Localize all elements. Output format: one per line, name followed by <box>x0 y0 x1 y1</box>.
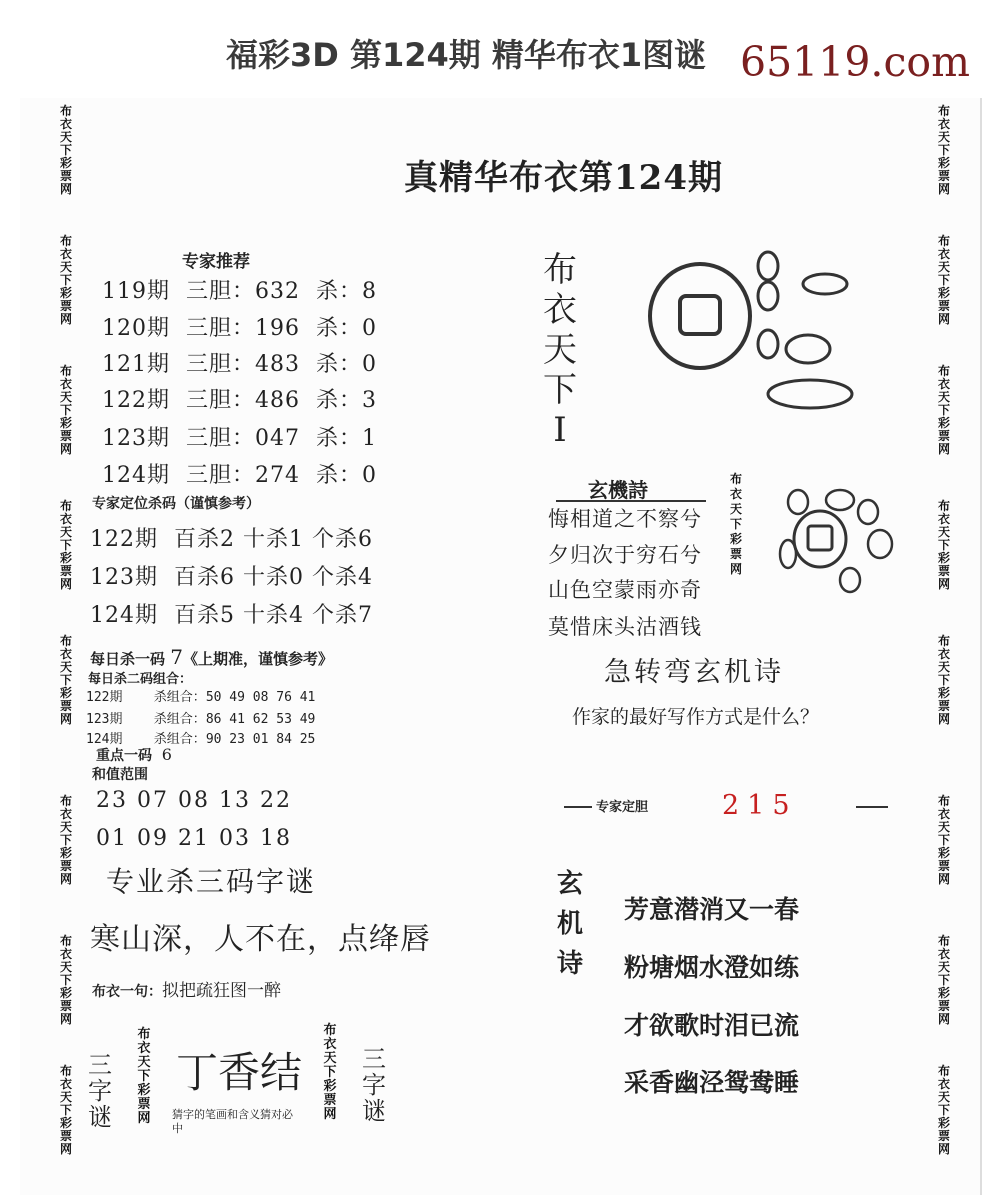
expert-row: 122期 三胆：486 杀：3 <box>102 388 378 413</box>
side-stamp: 布衣天下彩票网 <box>59 234 72 326</box>
dingdan-label: 专家定胆 <box>596 800 649 815</box>
sum-range-row: 23 07 08 13 22 <box>96 788 292 813</box>
sum-range-row: 01 09 21 03 18 <box>96 826 292 851</box>
xuanji-vertical: 玄机诗 <box>556 869 583 979</box>
side-stamp: 布衣天下彩票网 <box>937 499 950 591</box>
side-stamp: 布衣天下彩票网 <box>937 234 950 326</box>
key-digit: 重点一码 6 <box>96 745 172 764</box>
divider <box>564 806 592 808</box>
side-stamp: 布衣天下彩票网 <box>137 1027 151 1126</box>
sum-range-label: 和值范围 <box>92 767 148 783</box>
site-name[interactable]: 65119.com <box>740 38 970 86</box>
side-stamp: 布衣天下彩票网 <box>937 634 950 726</box>
side-stamp: 布衣天下彩票网 <box>59 794 72 886</box>
side-stamp: 布衣天下彩票网 <box>59 934 72 1026</box>
position-kill-row: 122期 百杀2 十杀1 个杀6 <box>90 527 373 552</box>
dingdan-value: 215 <box>722 790 798 821</box>
circle-drawing-icon <box>640 244 870 424</box>
side-stamp: 布衣天下彩票网 <box>59 499 72 591</box>
divider <box>856 806 888 808</box>
side-stamp: 布衣天下彩票网 <box>59 634 72 726</box>
side-stamp: 布衣天下彩票网 <box>937 1064 950 1156</box>
side-stamp: 布衣天下彩票网 <box>937 934 950 1026</box>
side-stamp: 布衣天下彩票网 <box>937 794 950 886</box>
expert-heading: 专家推荐 <box>182 252 250 272</box>
header-title: 福彩3D 第124期 精华布衣1图谜 <box>226 36 707 74</box>
side-stamp: 布衣天下彩票网 <box>729 472 742 576</box>
position-kill-row: 124期 百杀5 十杀4 个杀7 <box>90 603 373 628</box>
brain-teaser-question: 作家的最好写作方式是什么？ <box>572 706 820 728</box>
position-kill-row: 123期 百杀6 十杀0 个杀4 <box>90 565 373 590</box>
expert-row: 124期 三胆：274 杀：0 <box>102 463 378 488</box>
vertical-title: 布衣天下I <box>543 250 577 450</box>
combo-row: 122期 杀组合：50 49 08 76 41 <box>86 690 316 705</box>
riddle-text: 寒山深，人不在，点绛唇 <box>90 922 431 957</box>
divider <box>556 500 706 502</box>
poem2-line: 采香幽泾鸳鸯睡 <box>624 1068 800 1097</box>
side-stamp: 布衣天下彩票网 <box>937 104 950 196</box>
daily-heading: 每日杀一码 7《上期准，谨慎参考》 <box>90 645 333 669</box>
riddle-hint: 猜字的笔画和含义猜对必中 <box>172 1108 293 1135</box>
san-zi-mi-right: 三字谜 <box>362 1045 386 1125</box>
poem2-line: 才欲歌时泪已流 <box>624 1011 800 1040</box>
combo-heading: 每日杀二码组合： <box>88 672 193 687</box>
coin-drawing-icon <box>770 484 910 604</box>
side-stamp: 布衣天下彩票网 <box>937 364 950 456</box>
riddle-heading: 专业杀三码字谜 <box>106 865 317 898</box>
xuanji-heading: 玄機詩 <box>588 478 648 502</box>
jizhuan-heading: 急转弯玄机诗 <box>604 657 784 688</box>
expert-row: 123期 三胆：047 杀：1 <box>102 426 378 451</box>
side-stamp: 布衣天下彩票网 <box>59 1064 72 1156</box>
side-stamp: 布衣天下彩票网 <box>59 364 72 456</box>
position-kill-heading: 专家定位杀码（谨慎参考） <box>92 496 260 512</box>
combo-row: 124期 杀组合：90 23 01 84 25 <box>86 732 316 747</box>
poem2-line: 粉塘烟水澄如练 <box>624 953 800 982</box>
expert-row: 119期 三胆：632 杀：8 <box>102 279 378 304</box>
side-stamp: 布衣天下彩票网 <box>323 1023 337 1122</box>
one-line: 布衣一句：拟把疏狂图一醉 <box>92 981 281 1001</box>
poem1-line: 夕归次于穷石兮 <box>548 543 702 567</box>
poem1-line: 山色空蒙雨亦奇 <box>548 578 702 602</box>
san-zi-mi-left: 三字谜 <box>88 1051 112 1131</box>
main-title: 真精华布衣第124期 <box>404 158 723 198</box>
expert-row: 120期 三胆：196 杀：0 <box>102 316 378 341</box>
poem1-line: 莫惜床头沽酒钱 <box>548 615 702 639</box>
expert-row: 121期 三胆：483 杀：0 <box>102 352 378 377</box>
combo-row: 123期 杀组合：86 41 62 53 49 <box>86 712 316 727</box>
ding-xiang-jie: 丁香结 <box>176 1048 303 1097</box>
poem1-line: 悔相道之不察兮 <box>548 507 702 531</box>
poem2-line: 芳意潜消又一春 <box>624 895 800 924</box>
side-stamp: 布衣天下彩票网 <box>59 104 72 196</box>
